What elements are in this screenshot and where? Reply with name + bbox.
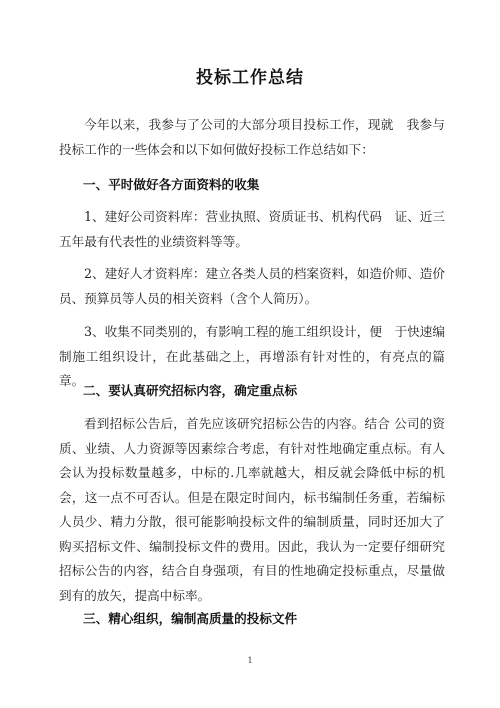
section-2-paragraph-1: 看到招标公告后，首先应该研究招标公告的内容。结合 公司的资质、业绩、人力资源等因素综合考虑，有针对性地确定重点标。有人会认为投标数量越多，中标的.几率就越大，相反就会降低中标的机会，这一点不可否认。但是在限定时间内，标书编制任务重，若编标人员少、精力分散，很可能影响投标文件的编制质量，同时还加大了购买招标文件、编制投标文件的费用。因此，我认为一定要仔细研究招标公告的内容，结合自身强项，有目的性地确定投标重点，尽量做到有的放矢，提高中标率。 (59, 416, 445, 603)
page-number: 1 (247, 656, 253, 665)
document-title: 投标工作总结 (196, 68, 304, 88)
intro-paragraph: 今年以来，我参与了公司的大部分项目投标工作，现就 我参与投标工作的一些体会和以下如何做好投标工作总结如下： (59, 117, 445, 157)
section-2-heading: 二、要认真研究招标内容，确定重点标 (83, 383, 298, 398)
section-1-paragraph-1: 1、建好公司资料库：营业执照、资质证书、机构代码 证、近三五年最有代表性的业绩资料等等。 (59, 209, 445, 249)
section-3-heading: 三、精心组织，编制高质量的投标文件 (83, 611, 298, 626)
section-1-heading: 一、平时做好各方面资料的收集 (83, 177, 260, 192)
section-1-paragraph-3: 3、收集不同类别的，有影响工程的施工组织设计，便 于快速编制施工组织设计，在此基础之上，再增添有针对性的，有亮点的篇章。 (59, 324, 445, 388)
section-1-paragraph-2: 2、建好人才资料库：建立各类人员的档案资料，如造价师、造价员、预算员等人员的相关资料（含个人简历）。 (59, 266, 445, 306)
